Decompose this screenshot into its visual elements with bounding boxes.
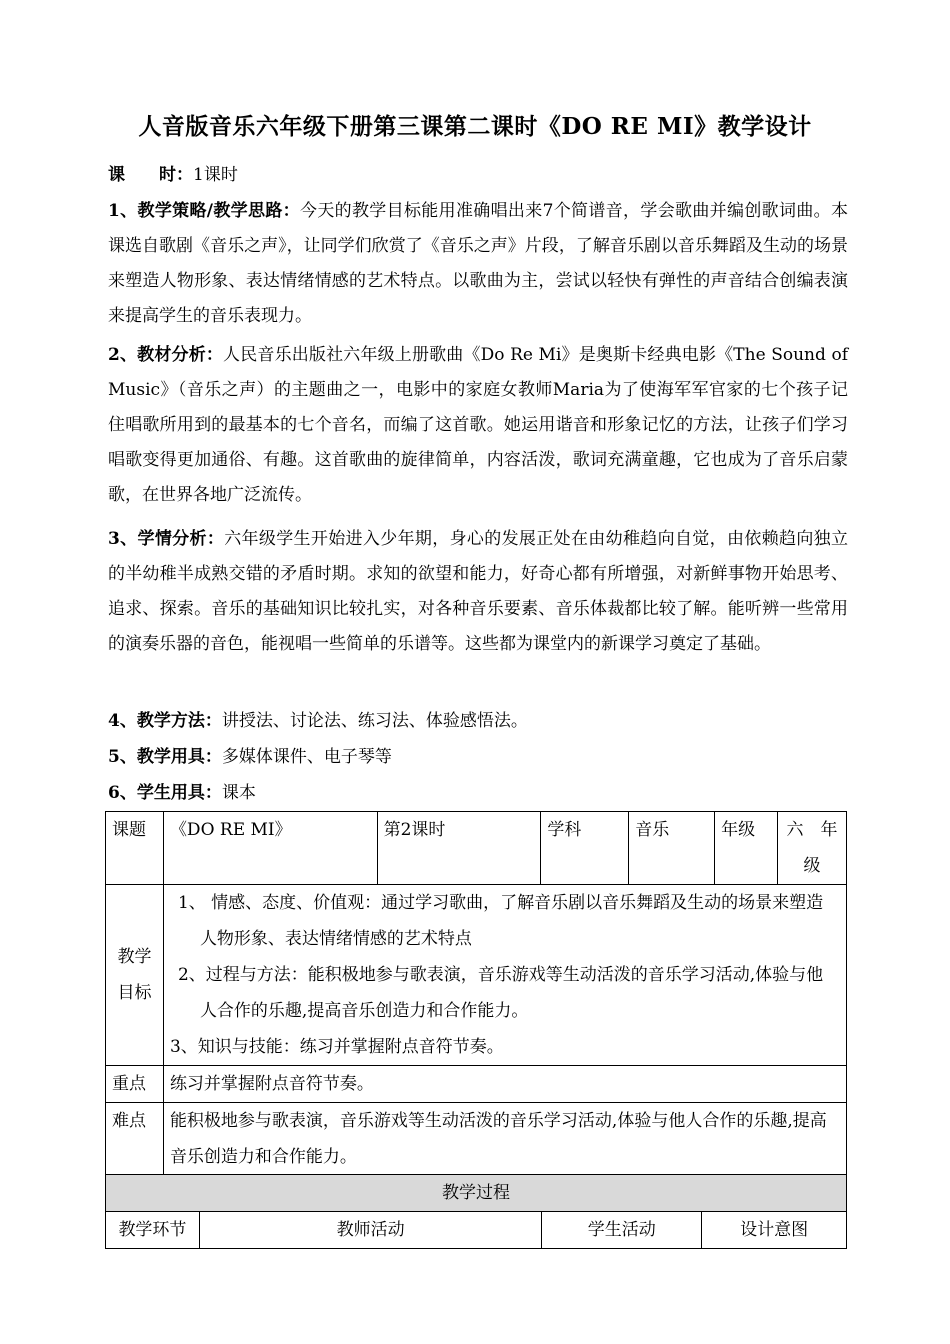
column-header-intent: 设计意图	[702, 1212, 847, 1249]
section-strategy-label: 1、教学策略/教学思路：	[108, 201, 300, 221]
section-strategy	[108, 194, 848, 334]
section-students-label: 3、学情分析：	[108, 529, 225, 549]
section-material-label: 2、教材分析：	[108, 345, 224, 365]
section-student-tools-label: 6、学生用具：	[108, 783, 222, 803]
section-students	[108, 522, 848, 662]
section-tools-label: 5、教学用具：	[108, 747, 222, 767]
section-methods	[108, 704, 848, 739]
difficult-label-cell: 难点	[106, 1103, 164, 1177]
document-title: 人音版音乐六年级下册第三课第二课时《DO RE MI》教学设计	[138, 113, 812, 140]
section-student-tools	[108, 776, 848, 811]
section-methods-label: 4、教学方法：	[108, 711, 222, 731]
topic-label-cell: 课题	[106, 812, 164, 885]
grade-line-1: 六 年	[786, 820, 838, 840]
process-table	[105, 1174, 847, 1249]
goal-knowledge: 3、知识与技能：练习并掌握附点音符节奏。	[169, 1037, 504, 1057]
topic-cell: 《DO RE MI》	[163, 812, 377, 885]
goal-process: 2、过程与方法：能积极地参与歌表演，音乐游戏等生动活泼的音乐学习活动,体验与他人合作的乐趣,提高音乐创造力和合作能力。	[177, 965, 824, 1021]
goals-cell	[163, 885, 846, 1066]
goal-emotion: 1、 情感、态度、价值观：通过学习歌曲，了解音乐剧以音乐舞蹈及生动的场景来塑造人物形象、表达情绪情感的艺术特点	[177, 893, 824, 949]
section-tools-text: 多媒体课件、电子琴等	[221, 747, 392, 767]
difficult-cell: 能积极地参与歌表演，音乐游戏等生动活泼的音乐学习活动,体验与他人合作的乐趣,提高音乐创造力和合作能力。	[163, 1103, 846, 1177]
process-header: 教学过程	[106, 1175, 847, 1212]
grade-label-cell: 年级	[715, 812, 778, 885]
section-methods-text: 讲授法、讨论法、练习法、体验感悟法。	[221, 711, 528, 731]
key-label-cell: 重点	[106, 1066, 164, 1103]
goals-label-cell	[106, 885, 164, 1066]
section-material-text: 人民音乐出版社六年级上册歌曲《Do Re Mi》是奥斯卡经典电影《The Sound of Music》（音乐之声）的主题曲之一，电影中的家庭女教师Maria为了使海军军官家的七个孩子记住唱歌所用到的最基本的七个音名，而编了这首歌。她运用谐音和形象记忆的方法，让孩子们学习唱歌变得更加通俗、有趣。这首歌曲的旋律简单，内容活泼，歌词充满童趣，它也成为了音乐启蒙歌，在世界各地广泛流传。	[108, 345, 848, 505]
goals-label-line-2: 目标	[117, 983, 152, 1003]
period-cell: 第2课时	[377, 812, 541, 885]
subject-cell: 音乐	[629, 812, 715, 885]
grade-line-2: 级	[803, 856, 821, 876]
lesson-time-value: 1课时	[193, 165, 238, 185]
section-strategy-text: 今天的教学目标能用准确唱出来7个简谱音，学会歌曲并编创歌词曲。本课选自歌剧《音乐之声》，让同学们欣赏了《音乐之声》片段，了解音乐剧以音乐舞蹈及生动的场景来塑造人物形象、表达情绪情感的艺术特点。以歌曲为主，尝试以轻快有弹性的声音结合创编表演来提高学生的音乐表现力。	[108, 201, 848, 326]
column-header-student: 学生活动	[542, 1212, 702, 1249]
lesson-time-label: 课 时：	[108, 165, 193, 185]
column-header-teacher: 教师活动	[199, 1212, 542, 1249]
info-table	[105, 811, 847, 1177]
section-students-text: 六年级学生开始进入少年期，身心的发展正处在由幼稚趋向自觉，由依赖趋向独立的半幼稚半成熟交错的矛盾时期。求知的欲望和能力，好奇心都有所增强，对新鲜事物开始思考、追求、探索。音乐的基础知识比较扎实，对各种音乐要素、音乐体裁都比较了解。能听辨一些常用的演奏乐器的音色，能视唱一些简单的乐谱等。这些都为课堂内的新课学习奠定了基础。	[108, 529, 848, 654]
subject-label-cell: 学科	[541, 812, 629, 885]
column-header-stage: 教学环节	[106, 1212, 200, 1249]
grade-cell	[778, 812, 847, 885]
lesson-time-line	[108, 158, 848, 193]
section-student-tools-text: 课本	[221, 783, 256, 803]
section-material	[108, 338, 848, 513]
key-cell: 练习并掌握附点音符节奏。	[163, 1066, 846, 1103]
goals-label-line-1: 教学	[117, 947, 152, 967]
section-tools	[108, 740, 848, 775]
